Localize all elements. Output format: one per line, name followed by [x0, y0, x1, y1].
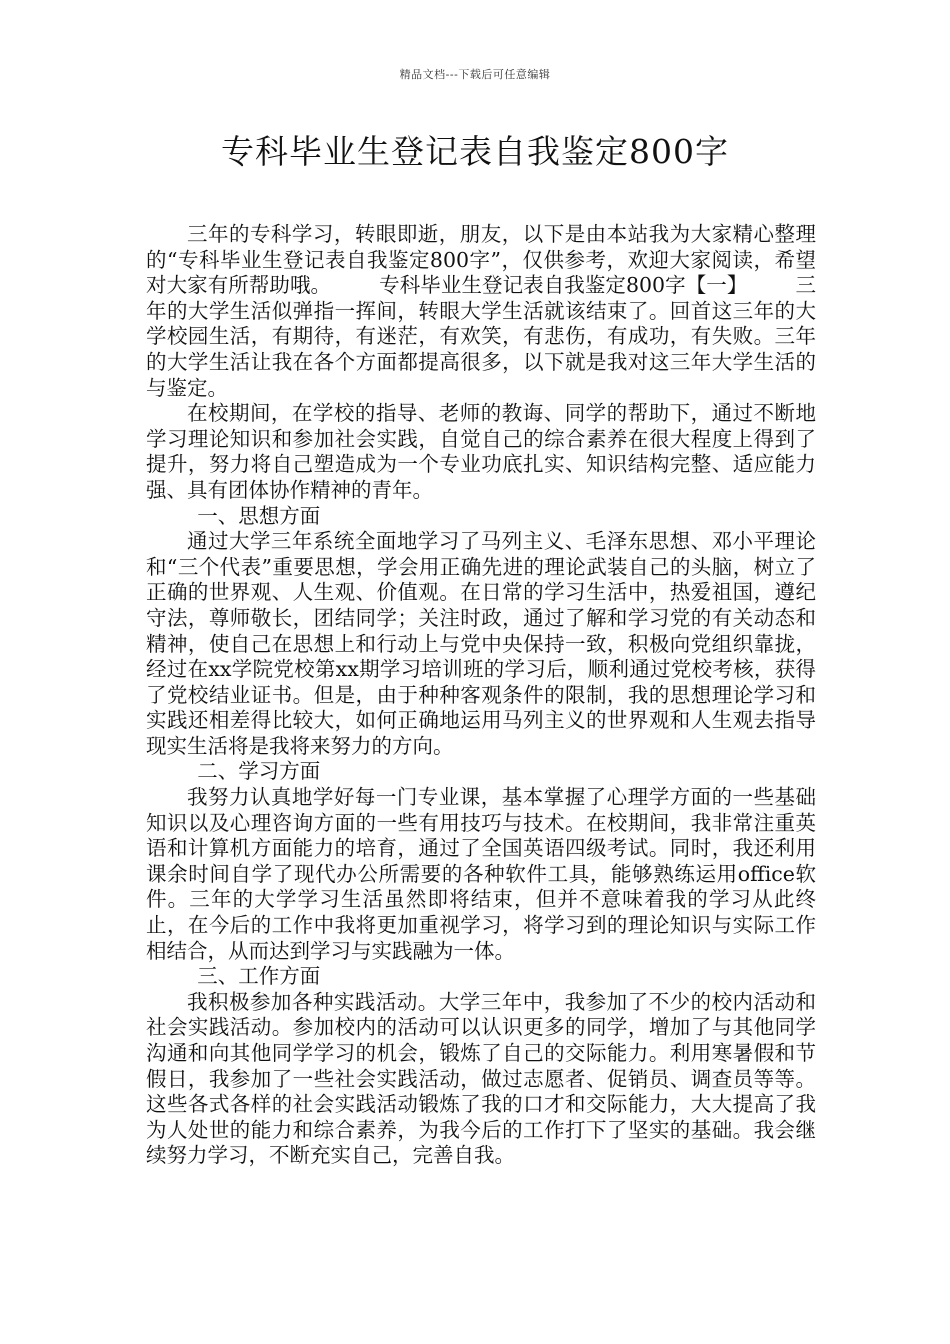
section-work-text: 我积极参加各种实践活动。大学三年中，我参加了不少的校内活动和社会实践活动。参加校内的活动可以认识更多的同学，增加了与其他同学沟通和向其他同学学习的机会，锻炼了自己的交际能力。利用寒暑假和节假日，我参加了一些社会实践活动，做过志愿者、促销员、调查员等等。这些各式各样的社会实践活动锻炼了我的口才和交际能力，大大提高了我为人处世的能力和综合素养，为我今后的工作打下了坚实的基础。我会继续努力学习，不断充实自己，完善自我。: [146, 989, 816, 1168]
header-note: 精品文档---下载后可任意编辑: [399, 68, 551, 81]
intro-text: 三年的专科学习，转眼即逝，朋友，以下是由本站我为大家精心整理的“专科毕业生登记表自我鉴定800字”，仅供参考，欢迎大家阅读，希望对大家有所帮助哦。: [146, 222, 816, 298]
document-title: 专科毕业生登记表自我鉴定800字: [221, 132, 729, 171]
section-thought-text: 通过大学三年系统全面地学习了马列主义、毛泽东思想、邓小平理论和“三个代表”重要思想，学会用正确先进的理论武装自己的头脑，树立了正确的世界观、人生观、价值观。在日常的学习生活中，热爱祖国，遵纪守法，尊师敬长，团结同学；关注时政，通过了解和学习党的有关动态和精神，使自己在思想上和行动上与党中央保持一致，积极向党组织靠拢，经过在xx学院党校第xx期学习培训班的学习后，顺利通过党校考核，获得了党校结业证书。但是，由于种种客观条件的限制，我的思想理论学习和实践还相差得比较大，如何正确地运用马列主义的世界观和人生观去指导现实生活将是我将来努力的方向。: [146, 529, 816, 758]
school-paragraph: 在校期间，在学校的指导、老师的教诲、同学的帮助下，通过不断地学习理论知识和参加社会实践，自觉自己的综合素养在很大程度上得到了提升，努力将自己塑造成为一个专业功底扎实、知识结构完整、适应能力强、具有团体协作精神的青年。: [146, 401, 816, 502]
section-heading-study: 二、学习方面: [197, 759, 321, 784]
section-heading-work: 三、工作方面: [197, 964, 321, 989]
document-body: [146, 222, 816, 1169]
intro-subtitle: 专科毕业生登记表自我鉴定800字【一】: [379, 273, 748, 298]
intro-paragraph: [146, 222, 816, 401]
section-study-text: 我努力认真地学好每一门专业课，基本掌握了心理学方面的一些基础知识以及心理咨询方面的一些有用技巧与技术。在校期间，我非常注重英语和计算机方面能力的培育，通过了全国英语四级考试。同时，我还利用课余时间自学了现代办公所需要的各种软件工具，能够熟练运用office软件。三年的大学学习生活虽然即将结束，但并不意味着我的学习从此终止，在今后的工作中我将更加重视学习，将学习到的理论知识与实际工作相结合，从而达到学习与实践融为一体。: [146, 785, 816, 963]
intro-summary: 三年的大学生活似弹指一挥间，转眼大学生活就该结束了。回首这三年的大学校园生活，有期待，有迷茫，有欢笑，有悲伤，有成功，有失败。三年的大学生活让我在各个方面都提高很多，以下就是我对这三年大学生活的与鉴定。: [146, 273, 817, 400]
section-heading-thought: 一、思想方面: [197, 503, 321, 528]
